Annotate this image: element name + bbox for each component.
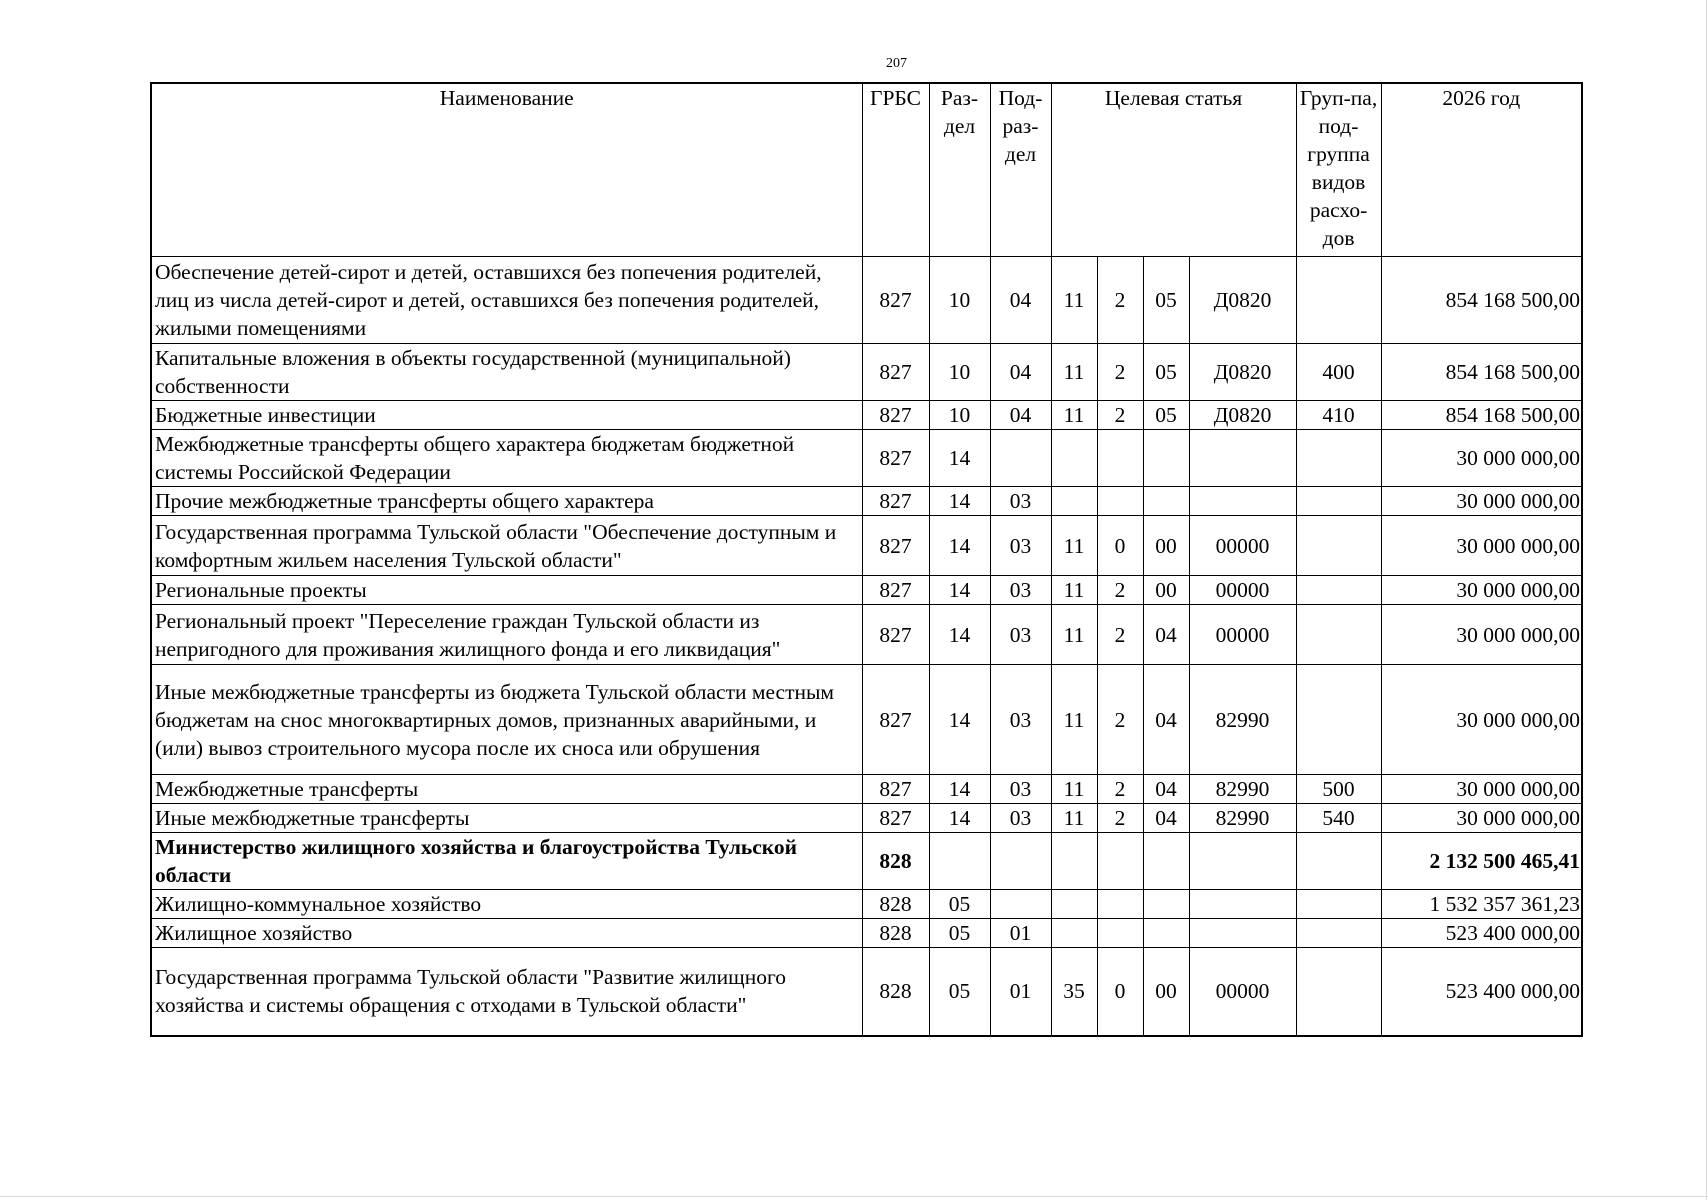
cell-cs1: 11 [1051, 665, 1097, 775]
cell-amount: 30 000 000,00 [1381, 516, 1582, 576]
cell-vr [1296, 487, 1381, 516]
cell-rz: 14 [929, 430, 990, 487]
cell-vr [1296, 665, 1381, 775]
table-row [151, 257, 1582, 344]
cell-name: Прочие межбюджетные трансферты общего характера [151, 487, 862, 516]
cell-cs1: 35 [1051, 948, 1097, 1036]
table-row [151, 401, 1582, 430]
cell-pr: 03 [990, 516, 1051, 576]
cell-cs1 [1051, 487, 1097, 516]
cell-cs4: 00000 [1189, 948, 1296, 1036]
table-row [151, 948, 1582, 1036]
cell-rz: 14 [929, 665, 990, 775]
cell-cs3 [1143, 833, 1189, 890]
cell-grbs: 827 [862, 430, 929, 487]
cell-cs2: 2 [1097, 344, 1143, 401]
cell-grbs: 828 [862, 833, 929, 890]
cell-rz: 05 [929, 948, 990, 1036]
header-podrazdel: Под-раз-дел [990, 83, 1051, 257]
header-target-article: Целевая статья [1051, 83, 1296, 257]
cell-cs1: 11 [1051, 344, 1097, 401]
cell-cs1: 11 [1051, 775, 1097, 804]
table-row [151, 487, 1582, 516]
cell-grbs: 827 [862, 516, 929, 576]
cell-cs2 [1097, 890, 1143, 919]
cell-vr [1296, 605, 1381, 665]
cell-pr [990, 833, 1051, 890]
cell-amount: 30 000 000,00 [1381, 804, 1582, 833]
cell-cs2 [1097, 919, 1143, 948]
cell-vr: 400 [1296, 344, 1381, 401]
cell-name: Иные межбюджетные трансферты из бюджета Тульской области местным бюджетам на снос многоквартирных домов, признанных аварийными, и (или) вывоз строительного мусора после их сноса или обрушения [151, 665, 862, 775]
cell-pr: 03 [990, 775, 1051, 804]
cell-vr [1296, 948, 1381, 1036]
cell-amount: 30 000 000,00 [1381, 487, 1582, 516]
cell-grbs: 827 [862, 605, 929, 665]
cell-cs4: 00000 [1189, 605, 1296, 665]
cell-cs4: 00000 [1189, 516, 1296, 576]
cell-cs4: Д0820 [1189, 257, 1296, 344]
cell-rz: 14 [929, 516, 990, 576]
cell-cs3: 00 [1143, 516, 1189, 576]
cell-vr: 540 [1296, 804, 1381, 833]
cell-grbs: 827 [862, 804, 929, 833]
cell-cs4 [1189, 919, 1296, 948]
cell-amount: 854 168 500,00 [1381, 257, 1582, 344]
cell-cs1: 11 [1051, 576, 1097, 605]
table-row [151, 344, 1582, 401]
cell-amount: 1 532 357 361,23 [1381, 890, 1582, 919]
cell-grbs: 828 [862, 948, 929, 1036]
cell-pr: 03 [990, 605, 1051, 665]
cell-cs1: 11 [1051, 257, 1097, 344]
cell-vr [1296, 430, 1381, 487]
table-row [151, 516, 1582, 576]
cell-amount: 30 000 000,00 [1381, 576, 1582, 605]
cell-name: Региональный проект "Переселение граждан Тульской области из непригодного для проживания жилищного фонда и его ликвидация" [151, 605, 862, 665]
cell-cs3 [1143, 919, 1189, 948]
cell-vr [1296, 833, 1381, 890]
cell-cs4: 82990 [1189, 804, 1296, 833]
cell-cs2: 0 [1097, 948, 1143, 1036]
cell-grbs: 828 [862, 890, 929, 919]
cell-cs3: 04 [1143, 775, 1189, 804]
cell-pr: 04 [990, 257, 1051, 344]
cell-grbs: 827 [862, 257, 929, 344]
cell-cs2 [1097, 487, 1143, 516]
cell-grbs: 827 [862, 576, 929, 605]
cell-cs2 [1097, 833, 1143, 890]
cell-cs1: 11 [1051, 605, 1097, 665]
cell-rz: 14 [929, 804, 990, 833]
cell-amount: 523 400 000,00 [1381, 948, 1582, 1036]
header-name: Наименование [151, 83, 862, 257]
table-row [151, 430, 1582, 487]
table-row [151, 833, 1582, 890]
cell-cs1: 11 [1051, 401, 1097, 430]
cell-pr: 04 [990, 344, 1051, 401]
cell-name: Региональные проекты [151, 576, 862, 605]
cell-cs4 [1189, 430, 1296, 487]
cell-name: Межбюджетные трансферты общего характера бюджетам бюджетной системы Российской Федерации [151, 430, 862, 487]
cell-cs3: 05 [1143, 344, 1189, 401]
scan-edge-right [1706, 0, 1707, 1200]
cell-rz: 14 [929, 576, 990, 605]
cell-vr [1296, 576, 1381, 605]
cell-cs4: Д0820 [1189, 344, 1296, 401]
cell-vr [1296, 257, 1381, 344]
cell-amount: 30 000 000,00 [1381, 665, 1582, 775]
cell-name: Капитальные вложения в объекты государственной (муниципальной) собственности [151, 344, 862, 401]
cell-vr: 500 [1296, 775, 1381, 804]
cell-amount: 30 000 000,00 [1381, 605, 1582, 665]
cell-cs2: 0 [1097, 516, 1143, 576]
cell-rz: 05 [929, 919, 990, 948]
cell-pr: 04 [990, 401, 1051, 430]
header-grbs: ГРБС [862, 83, 929, 257]
table-row [151, 890, 1582, 919]
cell-rz: 14 [929, 605, 990, 665]
cell-cs4 [1189, 890, 1296, 919]
cell-cs3: 00 [1143, 576, 1189, 605]
cell-name: Государственная программа Тульской области "Развитие жилищного хозяйства и системы обращения с отходами в Тульской области" [151, 948, 862, 1036]
cell-rz: 14 [929, 487, 990, 516]
cell-cs3 [1143, 430, 1189, 487]
cell-cs4 [1189, 833, 1296, 890]
table-header-row [151, 83, 1582, 257]
cell-cs1 [1051, 919, 1097, 948]
cell-cs1 [1051, 430, 1097, 487]
cell-vr [1296, 919, 1381, 948]
table-row [151, 576, 1582, 605]
budget-table [150, 82, 1583, 1037]
cell-pr: 03 [990, 487, 1051, 516]
cell-cs3 [1143, 487, 1189, 516]
cell-cs2: 2 [1097, 605, 1143, 665]
page-number: 207 [886, 56, 907, 71]
cell-pr: 01 [990, 948, 1051, 1036]
cell-grbs: 827 [862, 344, 929, 401]
cell-amount: 854 168 500,00 [1381, 344, 1582, 401]
cell-pr: 03 [990, 804, 1051, 833]
cell-name: Жилищное хозяйство [151, 919, 862, 948]
cell-cs3: 04 [1143, 605, 1189, 665]
cell-cs3: 00 [1143, 948, 1189, 1036]
cell-rz: 05 [929, 890, 990, 919]
table-row [151, 804, 1582, 833]
cell-pr [990, 430, 1051, 487]
cell-cs2: 2 [1097, 576, 1143, 605]
header-year-amount: 2026 год [1381, 83, 1582, 257]
cell-cs1 [1051, 833, 1097, 890]
cell-pr: 01 [990, 919, 1051, 948]
table-body [151, 257, 1582, 1036]
cell-name: Государственная программа Тульской области "Обеспечение доступным и комфортным жильем населения Тульской области" [151, 516, 862, 576]
cell-grbs: 827 [862, 487, 929, 516]
cell-vr [1296, 516, 1381, 576]
table-row [151, 919, 1582, 948]
cell-cs3: 04 [1143, 804, 1189, 833]
cell-cs3: 05 [1143, 257, 1189, 344]
cell-vr: 410 [1296, 401, 1381, 430]
cell-vr [1296, 890, 1381, 919]
cell-amount: 30 000 000,00 [1381, 775, 1582, 804]
cell-cs3 [1143, 890, 1189, 919]
cell-name: Министерство жилищного хозяйства и благоустройства Тульской области [151, 833, 862, 890]
header-razdel: Раз-дел [929, 83, 990, 257]
cell-name: Жилищно-коммунальное хозяйство [151, 890, 862, 919]
cell-cs1 [1051, 890, 1097, 919]
cell-pr: 03 [990, 665, 1051, 775]
cell-amount: 523 400 000,00 [1381, 919, 1582, 948]
table-row [151, 775, 1582, 804]
cell-cs3: 04 [1143, 665, 1189, 775]
cell-cs4 [1189, 487, 1296, 516]
cell-name: Межбюджетные трансферты [151, 775, 862, 804]
cell-cs3: 05 [1143, 401, 1189, 430]
cell-cs4: Д0820 [1189, 401, 1296, 430]
cell-amount: 854 168 500,00 [1381, 401, 1582, 430]
cell-cs2: 2 [1097, 804, 1143, 833]
cell-rz: 10 [929, 401, 990, 430]
cell-rz: 14 [929, 775, 990, 804]
table-row [151, 665, 1582, 775]
cell-cs4: 82990 [1189, 665, 1296, 775]
cell-pr: 03 [990, 576, 1051, 605]
cell-name: Иные межбюджетные трансферты [151, 804, 862, 833]
cell-grbs: 827 [862, 665, 929, 775]
cell-grbs: 827 [862, 775, 929, 804]
cell-grbs: 827 [862, 401, 929, 430]
cell-cs4: 82990 [1189, 775, 1296, 804]
cell-cs1: 11 [1051, 516, 1097, 576]
cell-rz: 10 [929, 344, 990, 401]
cell-cs2: 2 [1097, 665, 1143, 775]
cell-grbs: 828 [862, 919, 929, 948]
header-expense-group: Груп-па, под-группа видов расхо-дов [1296, 83, 1381, 257]
cell-amount: 2 132 500 465,41 [1381, 833, 1582, 890]
cell-rz: 10 [929, 257, 990, 344]
cell-rz [929, 833, 990, 890]
cell-cs4: 00000 [1189, 576, 1296, 605]
cell-cs2: 2 [1097, 775, 1143, 804]
cell-cs2 [1097, 430, 1143, 487]
cell-cs2: 2 [1097, 401, 1143, 430]
cell-cs2: 2 [1097, 257, 1143, 344]
cell-name: Обеспечение детей-сирот и детей, оставшихся без попечения родителей, лиц из числа детей-сирот и детей, оставшихся без попечения родителей, жилыми помещениями [151, 257, 862, 344]
cell-amount: 30 000 000,00 [1381, 430, 1582, 487]
table-row [151, 605, 1582, 665]
cell-pr [990, 890, 1051, 919]
cell-cs1: 11 [1051, 804, 1097, 833]
cell-name: Бюджетные инвестиции [151, 401, 862, 430]
scan-edge-bottom [0, 1196, 1708, 1197]
